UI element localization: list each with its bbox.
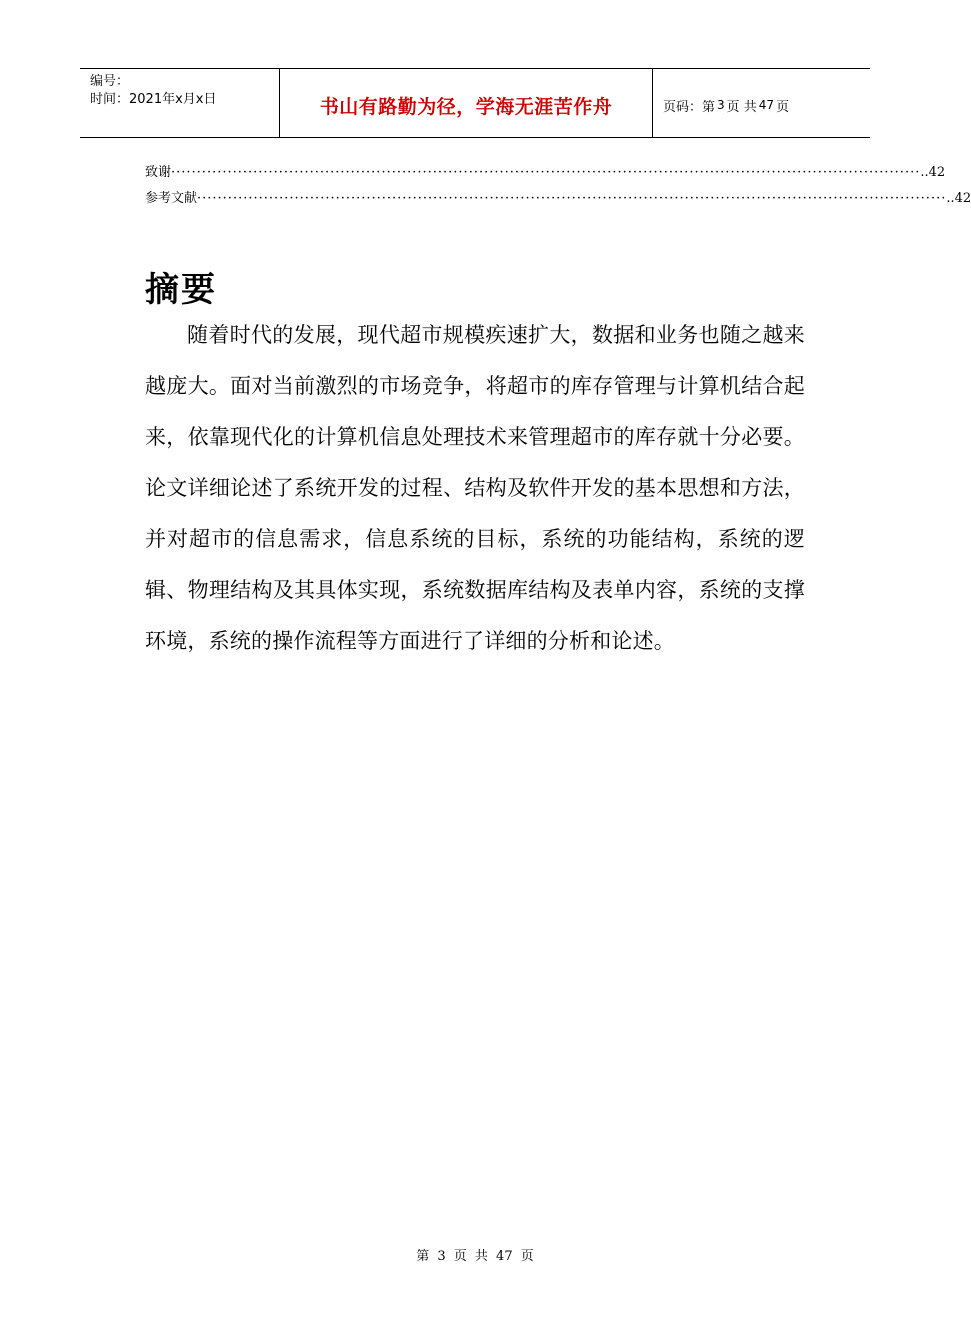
toc-entry-page: ..42 [946, 191, 971, 206]
page-total: 47 [758, 98, 775, 112]
document-number-label: 编号： [90, 74, 130, 89]
toc-leader-dots: ·················································································································································· [171, 165, 921, 180]
page-suffix: 页 [776, 99, 790, 115]
section-title: 摘要 [145, 270, 217, 310]
header-page-info [653, 69, 870, 137]
abstract-paragraph: 随着时代的发展，现代超市规模疾速扩大，数据和业务也随之越来越庞大。面对当前激烈的市场竞争，将超市的库存管理与计算机结合起来，依靠现代化的计算机信息处理技术来管理超市的库存就十分必要。论文详细论述了系统开发的过程、结构及软件开发的基本思想和方法，并对超市的信息需求，信息系统的目标，系统的功能结构，系统的逻辑、物理结构及其具体实现，系统数据库结构及表单内容，系统的支撑环境，系统的操作流程等方面进行了详细的分析和论述。 [145, 323, 805, 653]
page-prefix: 页码：第 [663, 99, 716, 115]
toc-entry-label: 参考文献 [145, 191, 198, 206]
page-header [80, 68, 870, 138]
toc-entry-page: ..42 [920, 165, 946, 180]
header-meta [80, 69, 280, 137]
page-mid: 页 共 [726, 99, 757, 115]
document-date: 时间：2021年x月x日 [90, 92, 217, 107]
toc-entry[interactable] [145, 186, 971, 212]
header-motto: 书山有路勤为径，学海无涯苦作舟 [280, 69, 653, 137]
toc-entry[interactable] [145, 160, 946, 186]
toc-entry-label: 致谢 [145, 165, 172, 180]
table-of-contents [145, 160, 971, 212]
page-current: 3 [717, 98, 725, 112]
toc-leader-dots: ·················································································································································· [197, 191, 947, 206]
page-footer: 第 3 页 共 47 页 [416, 1249, 534, 1264]
